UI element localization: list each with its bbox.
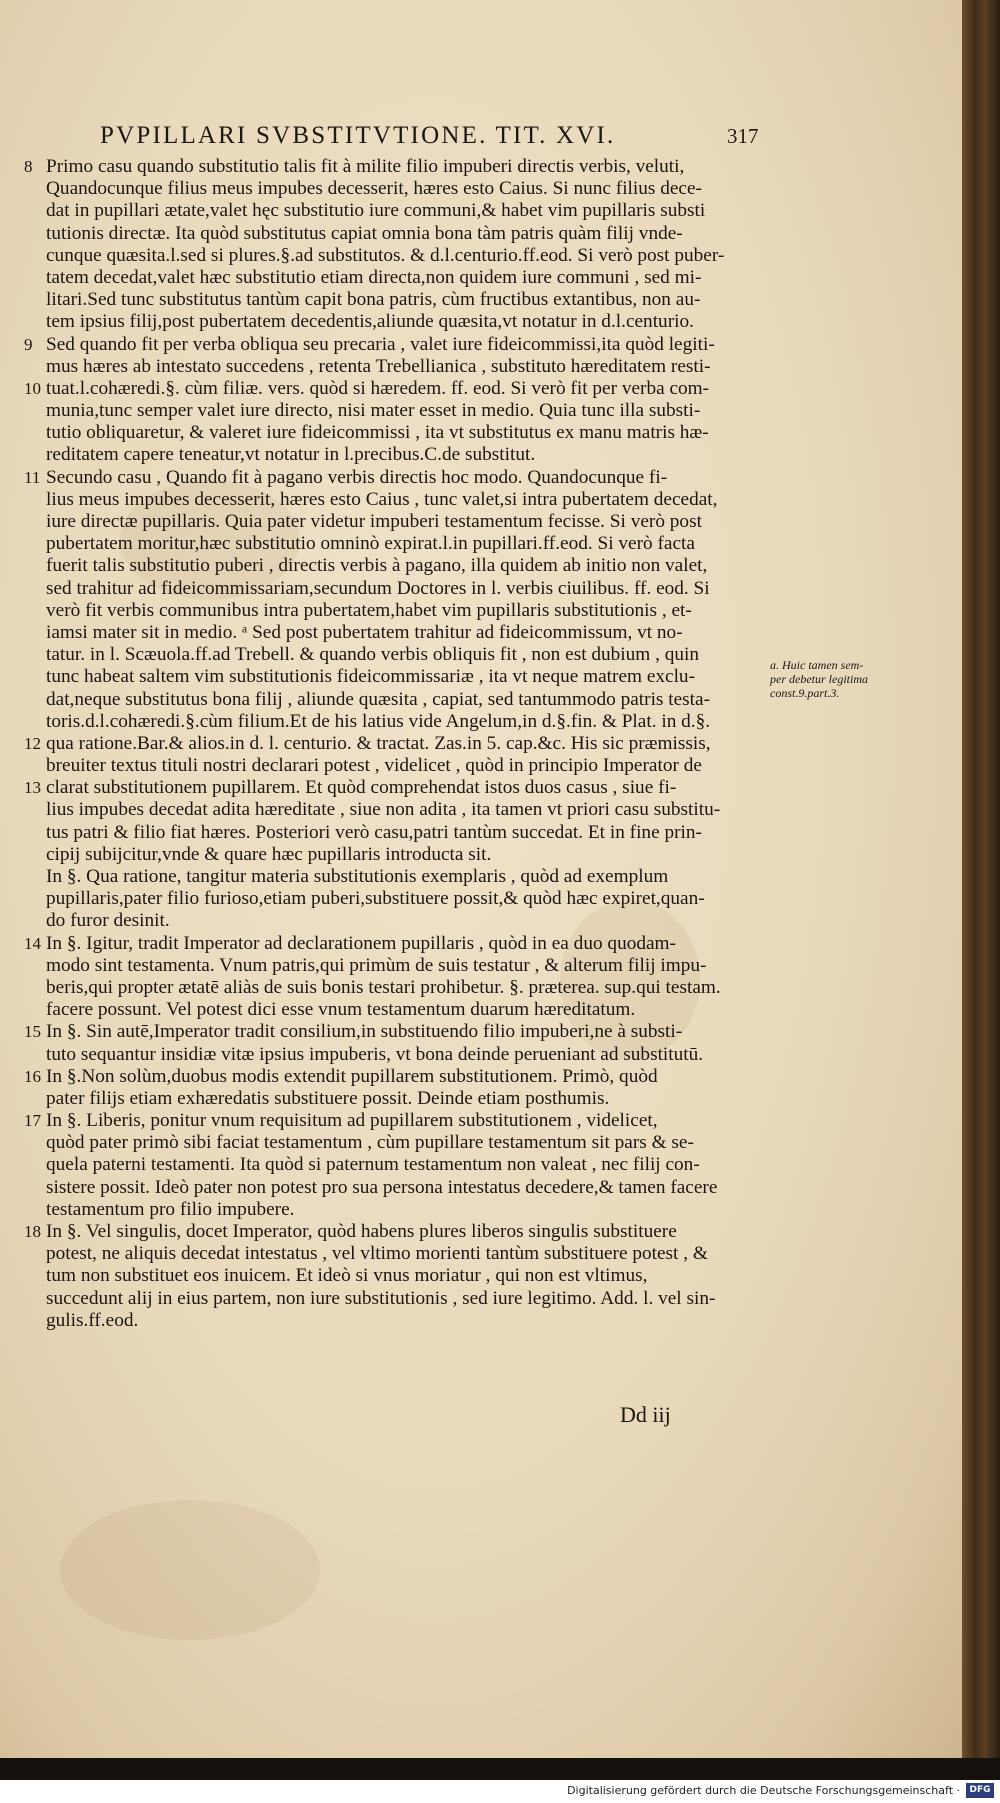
line-text: lius impubes decedat adita hæreditate , siue non adita , ita tamen vt priori casu substitu- — [46, 799, 721, 821]
line-text: reditatem capere teneatur,vt notatur in l.precibus.C.de substitut. — [46, 444, 536, 466]
line-text: quòd pater primò sibi faciat testamentum , cùm pupillare testamentum sit pars & se- — [46, 1132, 694, 1154]
line-number: 17 — [24, 1111, 41, 1131]
line-text: dat in pupillari ætate,valet hęc substitutio iure communi,& habet vim pupillaris substi — [46, 200, 706, 222]
line-text: tatem decedat,valet hæc substitutio etiam directa,non quidem iure communi , sed mi- — [46, 266, 702, 288]
text-line — [46, 289, 766, 311]
text-line — [46, 511, 766, 533]
body-text — [24, 156, 766, 1332]
signature-mark: Dd iij — [620, 1402, 671, 1427]
line-text: tum non substituet eos inuicem. Et ideò si vnus moriatur , qui non est vltimus, — [46, 1265, 648, 1287]
book-spine — [962, 0, 1000, 1760]
text-line — [46, 866, 766, 888]
text-line — [46, 1265, 766, 1287]
line-number: 16 — [24, 1066, 41, 1086]
line-text: dat,neque substitutus bona filij , aliunde quæsita , capiat, sed tantummodo patris testa- — [46, 688, 711, 710]
text-line — [46, 910, 766, 932]
text-line — [46, 267, 766, 289]
line-text: tutionis directæ. Ita quòd substitutus capiat omnia bona tàm patris quàm filij vnde- — [46, 222, 683, 244]
line-text: tuto sequantur insidiæ vitæ ipsius impuberis, vt bona deinde perueniant ad substitutū. — [46, 1043, 704, 1065]
line-number: 14 — [24, 933, 41, 953]
text-line — [24, 333, 766, 356]
text-line — [24, 156, 766, 178]
line-text: cipij subijcitur,vnde & quare hæc pupillaris introducta sit. — [46, 843, 492, 865]
text-line — [46, 1088, 766, 1110]
line-text: In §. Qua ratione, tangitur materia substitutionis exemplaris , quòd ad exemplum — [46, 866, 669, 887]
dfg-logo: DFG — [966, 1783, 994, 1798]
line-text: pupillaris,pater filio furioso,etiam puberi,substituere possit,& quòd hæc expiret,quan- — [46, 888, 705, 910]
line-text: pubertatem moritur,hæc substitutio omninò expirat.l.in pupillari.ff.eod. Si verò facta — [46, 533, 695, 555]
line-text: In §. Vel singulis, docet Imperator, quòd habens plures liberos singulis substituere — [46, 1221, 677, 1242]
line-text: Sed quando fit per verba obliqua seu precaria , valet iure fideicommissi,ita quòd legiti- — [46, 333, 715, 355]
line-number: 13 — [24, 778, 41, 798]
text-line — [46, 200, 766, 222]
line-text: iamsi mater sit in medio. ᵃ Sed post pubertatem trahitur ad fideicommissum, vt no- — [46, 621, 683, 643]
text-line — [46, 689, 766, 711]
line-text: Secundo casu , Quando fit à pagano verbis directis hoc modo. Quandocunque fi- — [46, 466, 668, 488]
line-text: In §. Liberis, ponitur vnum requisitum ad pupillarem substitutionem , videlicet, — [46, 1110, 658, 1132]
text-line — [46, 999, 766, 1021]
text-line — [46, 400, 766, 422]
line-text: do furor desinit. — [46, 910, 170, 932]
text-line — [46, 533, 766, 555]
line-text: In §. Igitur, tradit Imperator ad declarationem pupillaris , quòd in ea duo quodam- — [46, 932, 676, 954]
line-text: fuerit talis substitutio puberi , directis verbis à pagano, illa quidem ab initio non valet, — [46, 555, 708, 577]
text-line — [46, 600, 766, 622]
line-number: 11 — [24, 467, 41, 487]
text-line — [46, 223, 766, 245]
text-line — [46, 1310, 766, 1332]
text-line — [46, 822, 766, 844]
text-line — [24, 777, 766, 799]
folio-number: 317 — [727, 124, 759, 148]
text-line — [46, 178, 766, 200]
line-text: Quandocunque filius meus impubes decesserit, hæres esto Caius. Si nunc filius dece- — [46, 178, 702, 200]
text-line — [24, 466, 766, 489]
text-line — [46, 755, 766, 777]
line-text: tuat.l.cohæredi.§. cùm filiæ. vers. quòd si hæredem. ff. eod. Si verò fit per verba com- — [46, 377, 710, 399]
footer-credit: Digitalisierung gefördert durch die Deutsche Forschungsgemeinschaft · — [567, 1784, 960, 1797]
line-text: testamentum pro filio impubere. — [46, 1198, 295, 1220]
text-line — [46, 422, 766, 444]
text-line — [46, 1243, 766, 1265]
running-head: PVPILLARI SVBSTITVTIONE. TIT. XVI. — [100, 122, 616, 149]
line-text: qua ratione.Bar.& alios.in d. l. centurio. & tractat. Zas.in 5. cap.&c. His sic præmissis, — [46, 732, 711, 754]
text-line — [46, 311, 766, 333]
text-line — [46, 888, 766, 910]
text-line — [46, 1044, 766, 1066]
line-text: lius meus impubes decesserit, hæres esto Caius , tunc valet,si intra pubertatem decedat, — [46, 488, 718, 510]
text-line — [46, 1154, 766, 1176]
line-number: 15 — [24, 1022, 41, 1042]
line-number: 10 — [24, 378, 41, 398]
line-text: verò fit verbis communibus intra pubertatem,habet vim pupillaris substitutionis , et- — [46, 599, 692, 621]
text-line — [46, 622, 766, 644]
line-text: tem ipsius filij,post pubertatem decedentis,aliunde quæsita,vt notatur in d.l.centurio. — [46, 311, 694, 333]
text-line — [46, 977, 766, 999]
line-text: sistere possit. Ideò pater non potest pro sua persona intestatus decedere,& tamen facere — [46, 1176, 718, 1198]
line-text: In §.Non solùm,duobus modis extendit pupillarem substitutionem. Primò, quòd — [46, 1065, 658, 1087]
line-text: Primo casu quando substitutio talis fit à milite filio impuberi directis verbis, veluti, — [46, 156, 685, 177]
line-text: succedunt alij in eius partem, non iure substitutionis , sed iure legitimo. Add. l. vel sin- — [46, 1287, 716, 1309]
line-text: modo sint testamenta. Vnum patris,qui primùm de suis testatur , & alterum filij impu- — [46, 954, 707, 976]
text-line — [24, 377, 766, 400]
line-number: 18 — [24, 1222, 41, 1241]
line-text: iure directæ pupillaris. Quia pater videtur impuberi testamentum fecisse. Si verò post — [46, 511, 702, 532]
line-text: breuiter textus tituli nostri declarari potest , videlicet , quòd in principio Imperator de — [46, 755, 702, 777]
text-line — [46, 1132, 766, 1154]
line-text: tutio obliquaretur, & valeret iure fideicommissi , ita vt substitutus ex manu matris hæ- — [46, 422, 709, 444]
text-line — [46, 844, 766, 866]
line-text: beris,qui propter ætatē aliàs de suis bonis testari prohibetur. §. præterea. sup.qui testam. — [46, 976, 721, 998]
marginal-note — [770, 658, 940, 700]
line-text: In §. Sin autē,Imperator tradit consilium,in substituendo filio impuberi,ne à substi- — [46, 1021, 683, 1043]
marginal-note-line: a. Huic tamen sem- — [770, 658, 864, 672]
line-text: gulis.ff.eod. — [46, 1309, 139, 1331]
line-text: potest, ne aliquis decedat intestatus , vel vltimo morienti tantùm substituere potest , & — [46, 1243, 708, 1265]
text-line — [24, 1065, 766, 1088]
line-text: mus hæres ab intestato succedens , retenta Trebellianica , substituto hæreditatem resti- — [46, 355, 711, 377]
text-line — [46, 1177, 766, 1199]
line-text: munia,tunc semper valet iure directo, nisi mater esset in medio. Quia tunc illa substi- — [46, 400, 701, 422]
marginal-note-line: per debetur legitima — [770, 672, 868, 686]
line-text: cunque quæsita.l.sed si plures.§.ad substitutos. & d.l.centurio.ff.eod. Si verò post puber- — [46, 244, 725, 266]
line-text: tunc habeat saltem vim substitutionis fideicommissariæ , ita vt neque matrem exclu- — [46, 666, 695, 688]
text-line — [46, 245, 766, 267]
text-line — [46, 711, 766, 733]
text-line — [46, 555, 766, 577]
line-number: 8 — [24, 157, 33, 176]
line-text: clarat substitutionem pupillarem. Et quòd comprehendat istos duos casus , siue fi- — [46, 777, 677, 799]
text-line — [24, 932, 766, 955]
line-text: facere possunt. Vel potest dici esse vnum testamentum duarum hæreditatum. — [46, 999, 636, 1021]
text-line — [46, 666, 766, 688]
line-text: tus patri & filio fiat hæres. Posteriori verò casu,patri tantùm succedat. Et in fine prin- — [46, 821, 702, 843]
text-line — [46, 356, 766, 378]
text-line — [46, 1288, 766, 1310]
text-line — [46, 1199, 766, 1221]
line-text: tatur. in l. Scæuola.ff.ad Trebell. & quando verbis obliquis fit , non est dubium , quin — [46, 644, 700, 666]
line-text: quela paterni testamenti. Ita quòd si paternum testamentum non valeat , nec filij con- — [46, 1154, 700, 1176]
text-line — [46, 955, 766, 977]
marginal-note-line: const.9.part.3. — [770, 686, 840, 700]
text-line — [46, 799, 766, 821]
text-line — [46, 578, 766, 600]
text-line — [24, 1021, 766, 1043]
line-text: toris.d.l.cohæredi.§.cùm filium.Et de his latius vide Angelum,in d.§.fin. & Plat. in d.§. — [46, 710, 711, 732]
line-number: 12 — [24, 733, 41, 753]
text-line — [46, 644, 766, 666]
text-line — [46, 489, 766, 511]
paper-stain — [60, 1500, 320, 1640]
line-text: sed trahitur ad fideicommissariam,secundum Doctores in l. verbis ciuilibus. ff. eod. Si — [46, 577, 710, 599]
text-line — [24, 1110, 766, 1132]
line-text: pater filijs etiam exhæredatis substituere possit. Deinde etiam posthumis. — [46, 1087, 610, 1109]
line-number: 9 — [24, 334, 33, 354]
text-line — [24, 732, 766, 755]
text-line — [24, 1221, 766, 1243]
text-line — [46, 444, 766, 466]
scan-bottom-edge — [0, 1758, 1000, 1780]
line-text: litari.Sed tunc substitutus tantùm capit bona patris, cùm fructibus extantibus, non au- — [46, 289, 701, 311]
